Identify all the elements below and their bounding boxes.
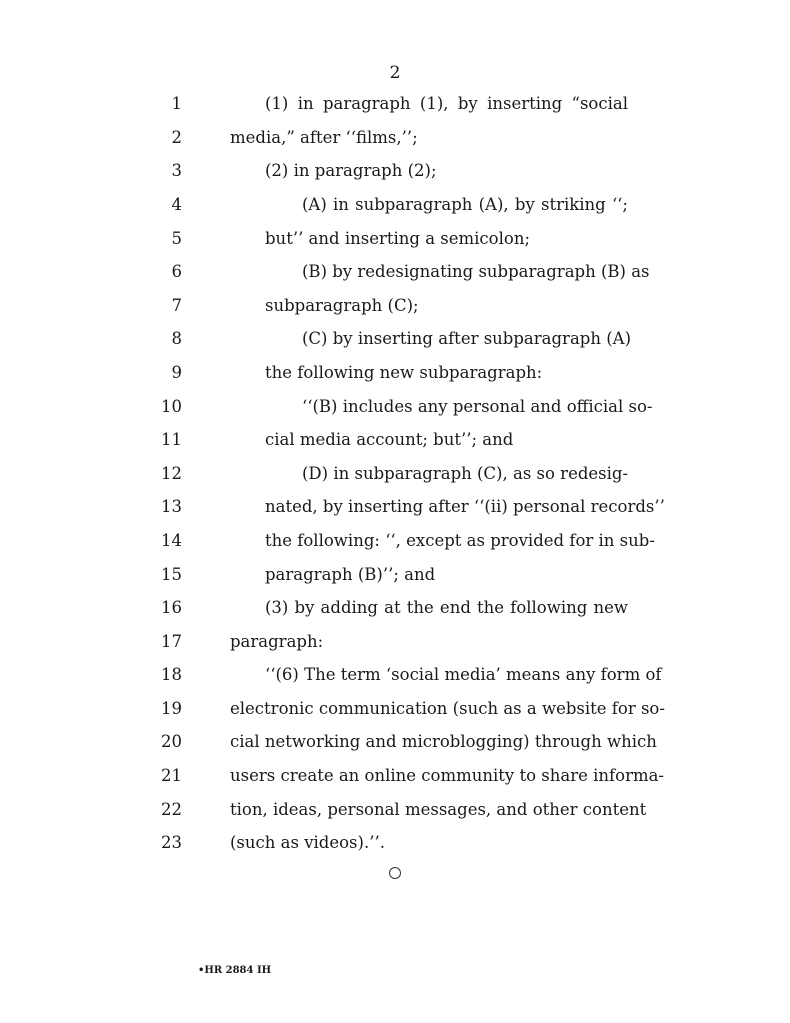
line-number: 2 [171,128,182,147]
bill-line [0,591,790,625]
line-text: (D) in subparagraph (C), as so redesig- [302,464,629,483]
line-number: 10 [161,397,182,416]
line-number: 12 [161,464,182,483]
bill-line [0,222,790,256]
bill-line [0,759,790,793]
line-number: 9 [171,363,182,382]
line-number: 15 [161,565,182,584]
bill-line [0,188,790,222]
line-number: 23 [161,833,182,852]
line-number: 14 [161,531,182,550]
line-text: (3) by adding at the end the following new [265,598,628,617]
line-text: users create an online community to share informa- [230,766,665,785]
bill-line [0,625,790,659]
bill-line [0,322,790,356]
line-number: 1 [171,94,182,113]
line-text: (such as videos).’’. [230,833,385,852]
line-text: (2) in paragraph (2); [265,161,437,180]
line-text: cial media account; but’’; and [265,430,514,449]
bill-line [0,121,790,155]
bill-line [0,356,790,390]
line-text: paragraph: [230,632,324,651]
bill-line [0,692,790,726]
bill-line [0,658,790,692]
line-text: the following: ‘‘, except as provided for in sub- [265,531,655,550]
bill-line [0,725,790,759]
bill-line [0,87,790,121]
line-number: 20 [161,732,182,751]
line-text: paragraph (B)’’; and [265,565,436,584]
line-text: (B) by redesignating subparagraph (B) as [302,262,650,281]
page-number: 2 [389,63,401,83]
line-text: but’’ and inserting a semicolon; [265,229,530,248]
line-number: 13 [161,497,182,516]
bill-line [0,524,790,558]
bill-line [0,826,790,860]
line-text: the following new subparagraph: [265,363,543,382]
line-number: 8 [171,329,182,348]
bill-line [0,255,790,289]
line-text: subparagraph (C); [265,296,419,315]
line-text: electronic communication (such as a website for so- [230,699,665,718]
line-number: 17 [161,632,182,651]
line-text: cial networking and microblogging) through which [230,732,657,751]
line-text: ‘‘(B) includes any personal and official so- [302,397,653,416]
line-text: media,” after ‘‘films,’’; [230,128,418,147]
line-text: (1) in paragraph (1), by inserting “social [265,94,628,113]
end-of-bill-circle-icon [389,867,401,879]
line-text: (C) by inserting after subparagraph (A) [302,329,632,348]
line-number: 19 [161,699,182,718]
line-number: 11 [161,430,182,449]
bill-line [0,558,790,592]
line-number: 5 [171,229,182,248]
line-text: ‘‘(6) The term ‘social media’ means any form of [265,665,662,684]
line-number: 3 [171,161,182,180]
bill-line [0,490,790,524]
bill-footer: •HR 2884 IH [198,965,272,976]
line-number: 4 [171,195,182,214]
line-number: 6 [171,262,182,281]
bill-line [0,423,790,457]
bill-line [0,390,790,424]
bill-line [0,793,790,827]
line-text: (A) in subparagraph (A), by striking ‘‘; [302,195,628,214]
bill-line [0,289,790,323]
bill-line [0,154,790,188]
line-text: nated, by inserting after ‘‘(ii) personal records’’ [265,497,665,516]
line-number: 18 [161,665,182,684]
line-number: 16 [161,598,182,617]
bill-line [0,457,790,491]
line-text: tion, ideas, personal messages, and other content [230,800,647,819]
line-number: 7 [171,296,182,315]
line-number: 21 [161,766,182,785]
line-number: 22 [161,800,182,819]
